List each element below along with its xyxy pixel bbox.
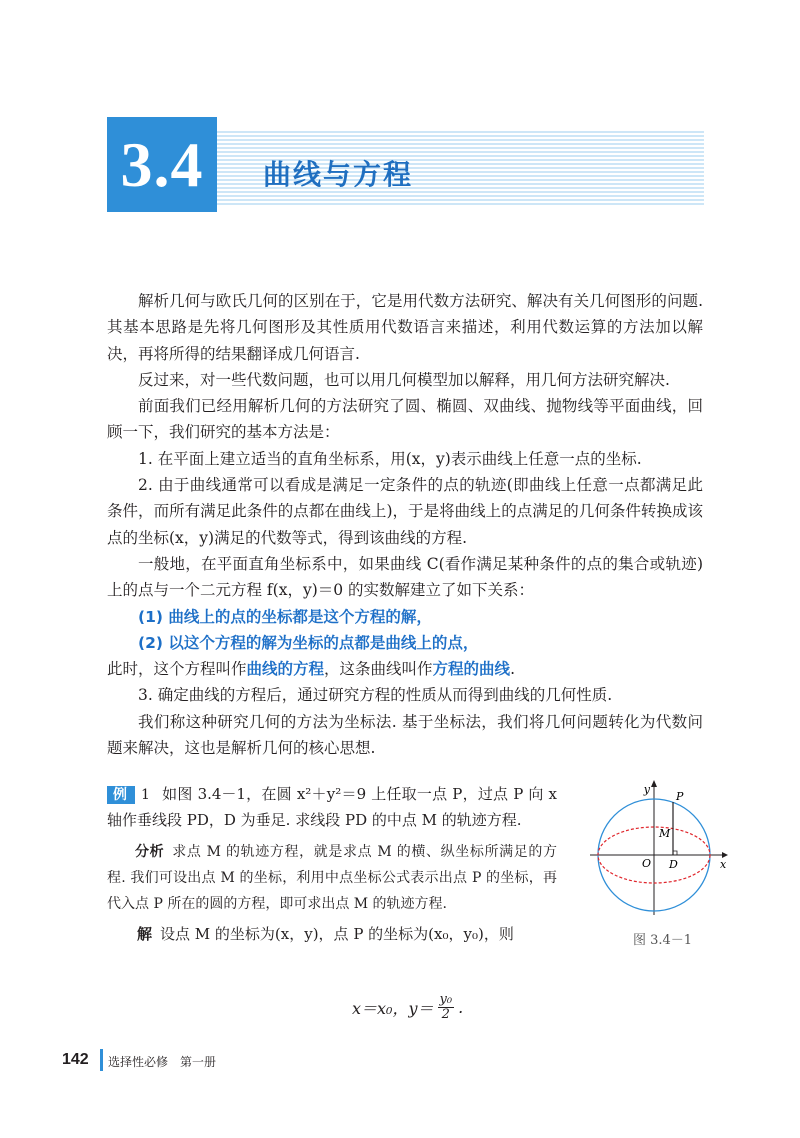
p7-part-e: .: [510, 660, 515, 679]
figure-caption: 图 3.4－1: [633, 933, 693, 948]
y-label: y: [643, 783, 650, 796]
formula-fraction: [438, 993, 455, 1022]
footer-divider: [100, 1049, 103, 1071]
x-label: x: [720, 858, 727, 871]
example-badge: 例: [107, 786, 133, 804]
example-statement: [107, 781, 557, 833]
section-number: 3.4: [120, 128, 204, 200]
formula-end: .: [458, 998, 464, 1017]
analysis-label: 分析: [135, 844, 165, 860]
paragraph-4: 1. 在平面上建立适当的直角坐标系，用(x，y)表示曲线上任意一点的坐标.: [138, 449, 642, 468]
paragraph-1: 解析几何与欧氏几何的区别在于，它是用代数方法研究、解决有关几何图形的问题. 其基本思路是先将几何图形及其性质用代数语言来描述，利用代数运算的方法加以解决，再将所得的结果翻译成几何语言.: [107, 292, 703, 363]
paragraph-2: 反过来，对一些代数问题，也可以用几何模型加以解释，用几何方法研究解决.: [138, 370, 670, 389]
point-p-label: P: [676, 790, 684, 803]
example-text: 如图 3.4－1，在圆 x²＋y²＝9 上任取一点 P，过点 P 向 x 轴作垂线段 PD，D 为垂足. 求线段 PD 的中点 M 的轨迹方程.: [107, 785, 557, 829]
book-title: 选择性必修 第一册: [108, 1055, 217, 1069]
example-solution: [107, 921, 557, 947]
paragraph-8: 3. 确定曲线的方程后，通过研究方程的性质从而得到曲线的几何性质.: [138, 686, 613, 705]
example-analysis: [107, 839, 557, 917]
condition-1: (1) 曲线上的点的坐标都是这个方程的解，: [138, 607, 432, 626]
section-title: 曲线与方程: [263, 158, 414, 191]
solution-label: 解: [137, 925, 153, 943]
formula-left: x＝x₀，y＝: [352, 999, 434, 1018]
condition-2: (2) 以这个方程的解为坐标的点都是曲线上的点，: [138, 633, 479, 652]
solution-formula: [352, 993, 463, 1022]
fraction-numerator: y₀: [439, 992, 453, 1007]
fraction-denominator: 2: [441, 1007, 450, 1022]
paragraph-6: 一般地，在平面直角坐标系中，如果曲线 C(看作满足某种条件的点的集合或轨迹)上的点与一个二元方程 f(x，y)＝0 的实数解建立了如下关系：: [107, 554, 703, 600]
paragraph-9: 我们称这种研究几何的方法为坐标法. 基于坐标法，我们将几何问题转化为代数问题来解决，这也是解析几何的核心思想.: [107, 712, 703, 758]
solution-text: 设点 M 的坐标为(x，y)，点 P 的坐标为(x₀，y₀)，则: [160, 925, 514, 943]
paragraph-3: 前面我们已经用解析几何的方法研究了圆、椭圆、双曲线、抛物线等平面曲线，回顾一下，我们研究的基本方法是：: [107, 397, 703, 442]
section-number-block: [107, 117, 217, 212]
term-equation-curve: 方程的曲线: [432, 660, 511, 679]
origin-label: O: [642, 857, 652, 870]
point-d-label: D: [669, 858, 678, 871]
term-curve-equation: 曲线的方程: [246, 660, 325, 679]
analysis-text: 求点 M 的轨迹方程，就是求点 M 的横、纵坐标所满足的方程. 我们可设出点 M 的坐标，利用中点坐标公式表示出点 P 的坐标，再代入点 P 所在的圆的方程，即可求出点 M 的轨迹方程.: [107, 844, 557, 912]
main-text: [107, 288, 703, 761]
y-axis-arrow: [651, 780, 657, 787]
page-number: 142: [62, 1051, 89, 1068]
paragraph-5: 2. 由于曲线通常可以看成是满足一定条件的点的轨迹(即曲线上任意一点都满足此条件，而所有满足此条件的点都在曲线上)，于是将曲线上的点满足的几何条件转换成该点的坐标(x，y)满足的代数等式，得到该曲线的方程.: [107, 476, 703, 547]
example-number: 1: [133, 786, 156, 804]
figure-circle-diagram: [590, 775, 730, 915]
example-1: [107, 781, 557, 947]
point-m-label: M: [659, 827, 671, 840]
p7-part-a: 此时，这个方程叫作: [107, 660, 247, 679]
p7-part-c: ，这条曲线叫作: [324, 660, 433, 679]
paragraph-7: [107, 656, 703, 682]
